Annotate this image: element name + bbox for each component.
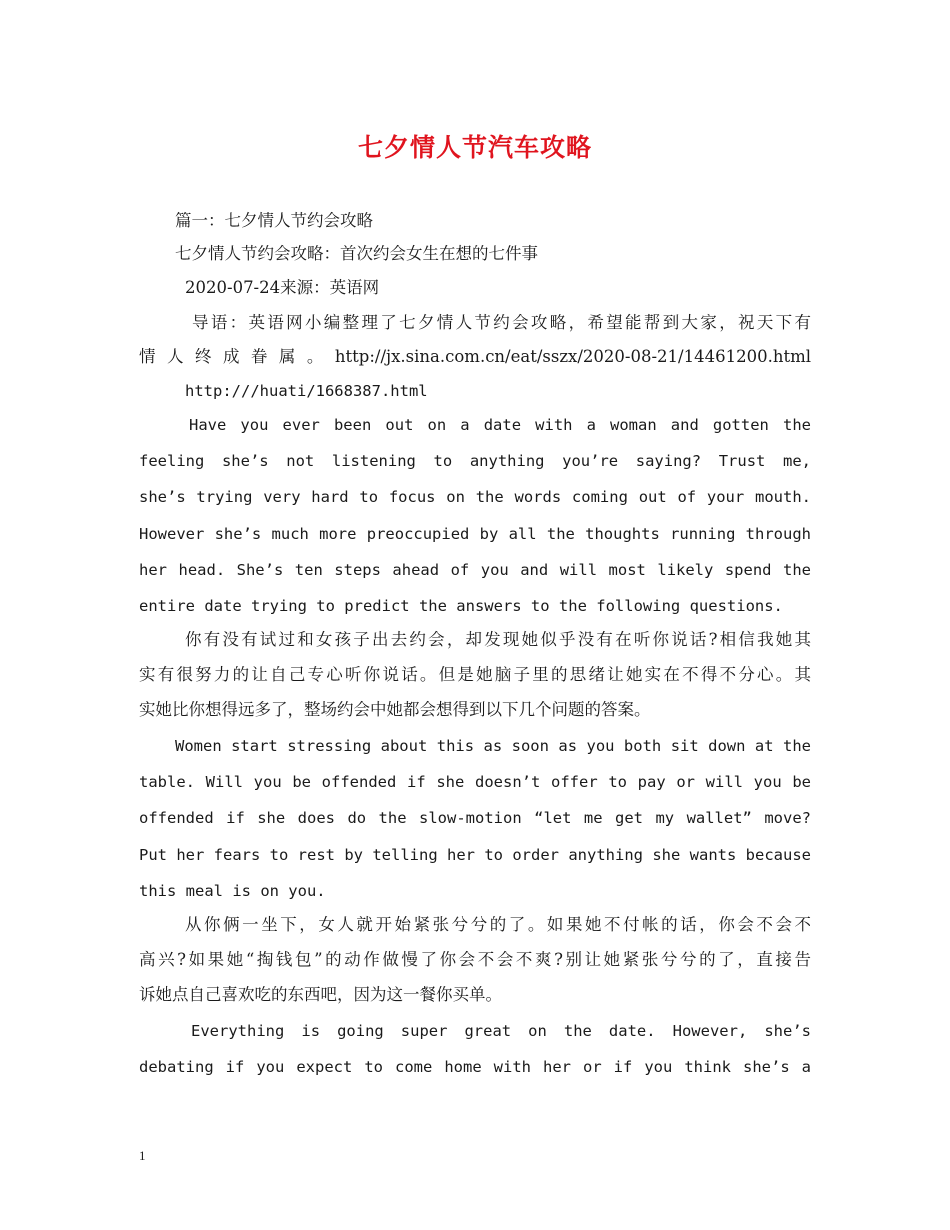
text-line: http:///huati/1668387.html [185, 382, 428, 400]
text-line: feeling she’s not listening to anything you’re saying? Trust me, [139, 452, 811, 470]
text-line: 你有没有试过和女孩子出去约会，却发现她似乎没有在听你说话?相信我她其 [185, 630, 811, 649]
text-line: 情人终成眷属。http://jx.sina.com.cn/eat/sszx/2020-08-21/14461200.html [139, 347, 811, 366]
text-line: However she’s much more preoccupied by all the thoughts running through [139, 525, 811, 543]
text-line: Everything is going super great on the date. However, she’s [191, 1022, 811, 1040]
text-line: 诉她点自己喜欢吃的东西吧，因为这一餐你买单。 [139, 985, 502, 1004]
text-line: Women start stressing about this as soon as you both sit down at the [175, 737, 811, 755]
text-line: Have you ever been out on a date with a woman and gotten the [189, 416, 811, 434]
text-line: this meal is on you. [139, 882, 326, 900]
text-line: 从你俩一坐下，女人就开始紧张兮兮的了。如果她不付帐的话，你会不会不 [185, 915, 811, 934]
text-line: 七夕情人节约会攻略：首次约会女生在想的七件事 [175, 244, 538, 263]
text-line: 导语：英语网小编整理了七夕情人节约会攻略，希望能帮到大家，祝天下有 [192, 313, 811, 332]
text-line: her head. She’s ten steps ahead of you and will most likely spend the [139, 561, 811, 579]
text-line: Put her fears to rest by telling her to order anything she wants because [139, 846, 811, 864]
text-line: 2020-07-24来源：英语网 [185, 278, 380, 297]
text-line: 篇一：七夕情人节约会攻略 [175, 211, 373, 230]
page-number: 1 [139, 1148, 146, 1163]
text-line: she’s trying very hard to focus on the words coming out of your mouth. [139, 488, 811, 506]
text-line: table. Will you be offended if she doesn’t offer to pay or will you be [139, 773, 811, 791]
text-line: 实有很努力的让自己专心听你说话。但是她脑子里的思绪让她实在不得不分心。其 [139, 665, 811, 684]
text-line: 实她比你想得远多了，整场约会中她都会想得到以下几个问题的答案。 [139, 700, 651, 719]
text-line: 高兴?如果她“掏钱包”的动作做慢了你会不会不爽?别让她紧张兮兮的了，直接告 [139, 950, 811, 969]
text-line: entire date trying to predict the answers to the following questions. [139, 597, 783, 615]
document-title: 七夕情人节汽车攻略 [357, 133, 592, 162]
text-line: offended if she does do the slow-motion “let me get my wallet” move? [139, 809, 811, 827]
text-line: debating if you expect to come home with her or if you think she’s a [139, 1058, 811, 1076]
